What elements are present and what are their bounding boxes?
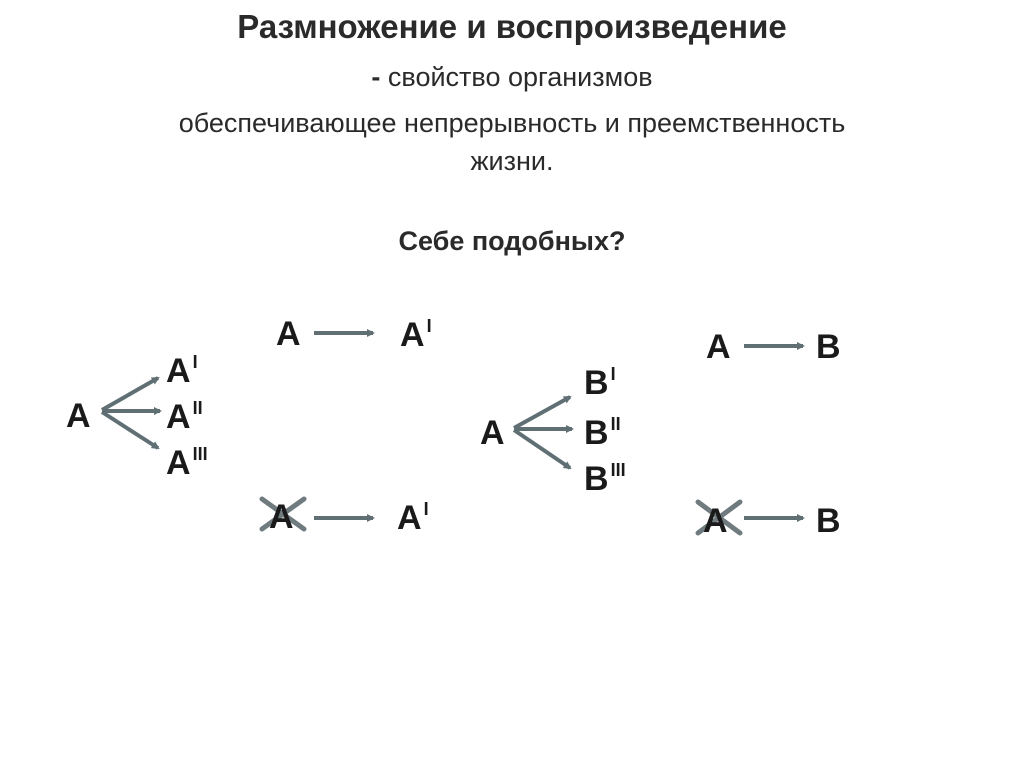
label-a3-left-sup: III bbox=[192, 444, 208, 464]
label-a-mid: A bbox=[480, 414, 505, 452]
question-heading: Себе подобных? bbox=[398, 226, 626, 256]
arrow-fan-mid-1 bbox=[514, 397, 570, 428]
label-a2-left bbox=[166, 399, 203, 434]
label-b-right-top: B bbox=[816, 328, 841, 366]
label-b2-mid-sup: II bbox=[610, 414, 621, 434]
label-a-left: A bbox=[66, 397, 91, 435]
label-a1-top-sup: I bbox=[426, 316, 432, 336]
label-a1-bottom-letter: A bbox=[397, 499, 422, 537]
label-b1-mid bbox=[584, 365, 616, 400]
label-a-crossed: A bbox=[269, 498, 294, 536]
label-a1-left-letter: A bbox=[166, 352, 191, 390]
arrow-fan-mid-3 bbox=[514, 430, 570, 468]
label-a2-left-sup: II bbox=[192, 398, 203, 418]
label-b1-mid-sup: I bbox=[610, 364, 616, 384]
label-b-right-bottom: B bbox=[816, 502, 841, 540]
label-a1-top bbox=[400, 317, 432, 352]
slide-title: Размножение и воспроизведение bbox=[237, 8, 787, 45]
label-a-right-top: A bbox=[706, 328, 731, 366]
label-a-right-crossed: A bbox=[703, 502, 728, 540]
label-a3-left bbox=[166, 445, 208, 480]
label-a2-left-letter: A bbox=[166, 398, 191, 436]
label-b3-mid-sup: III bbox=[610, 460, 626, 480]
label-a1-bottom bbox=[397, 500, 429, 535]
label-b2-mid bbox=[584, 415, 621, 450]
label-a1-left-sup: I bbox=[192, 352, 198, 372]
label-b2-mid-letter: B bbox=[584, 414, 609, 452]
label-b3-mid bbox=[584, 461, 626, 496]
subtitle-line-2: обеспечивающее непрерывность и преемственность bbox=[178, 108, 846, 138]
label-b3-mid-letter: B bbox=[584, 460, 609, 498]
label-a1-bottom-sup: I bbox=[423, 499, 429, 519]
label-a1-top-letter: A bbox=[400, 316, 425, 354]
arrow-fan-left-3 bbox=[102, 412, 158, 448]
label-a-top: A bbox=[276, 315, 301, 353]
subtitle-dash: - bbox=[371, 62, 388, 92]
label-a1-left bbox=[166, 353, 198, 388]
arrow-fan-left-1 bbox=[102, 378, 158, 410]
label-a3-left-letter: A bbox=[166, 444, 191, 482]
subtitle-line-3: жизни. bbox=[470, 146, 554, 176]
label-b1-mid-letter: B bbox=[584, 364, 609, 402]
subtitle-text-1: свойство организмов bbox=[387, 62, 653, 92]
